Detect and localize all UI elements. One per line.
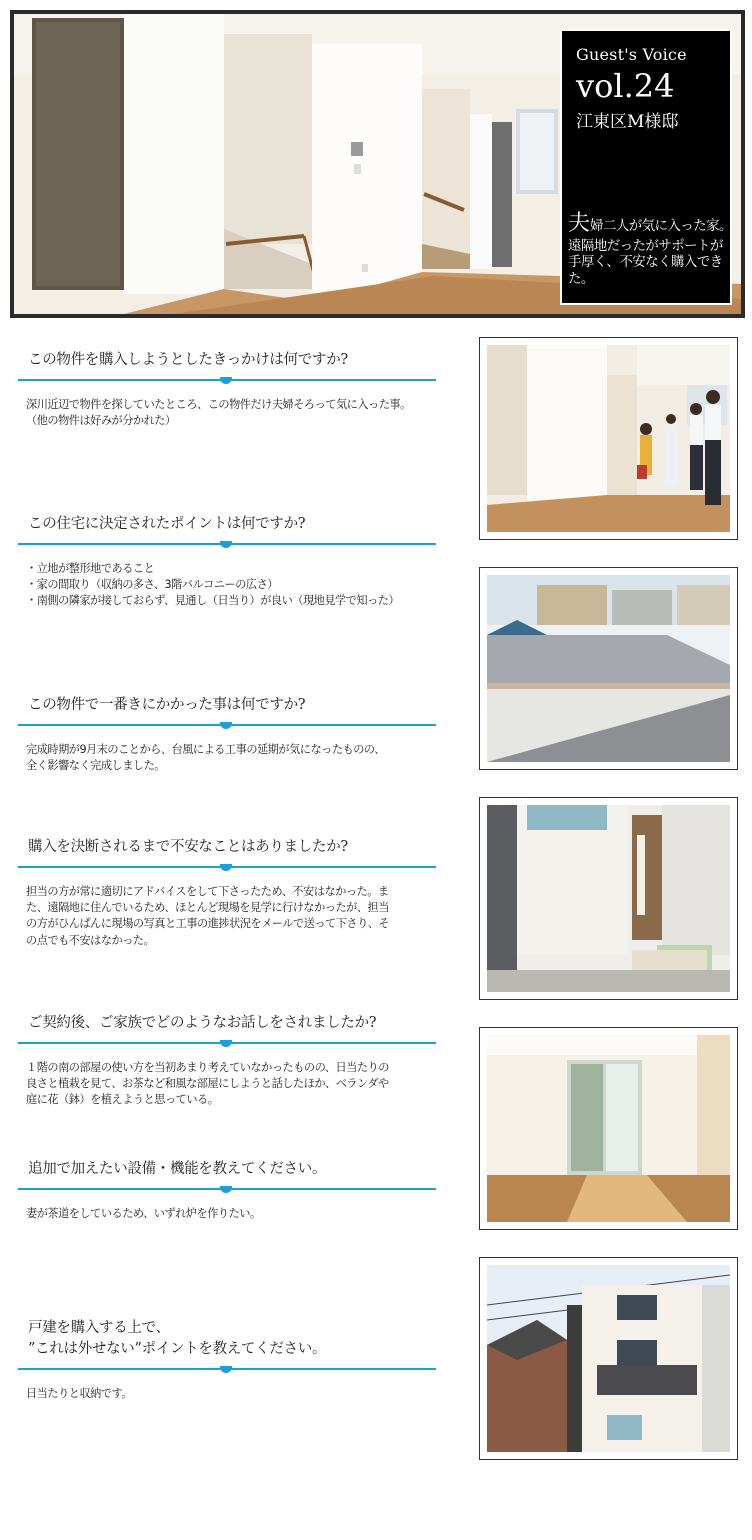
- guest-voice-label: Guest's Voice: [576, 45, 687, 64]
- exterior-image: [487, 1265, 730, 1452]
- question-title: 追加で加えたい設備・機能を教えてください。: [28, 1161, 327, 1177]
- divider-dot: [220, 1366, 232, 1373]
- interior-viewing-image: [487, 345, 730, 532]
- qa-item: [18, 1159, 438, 1222]
- answer-text: ・立地が整形地であること ・家の間取り（収納の多さ、3階バルコニーの広さ） ・南側の隣家が接しておらず、見通し（日当り）が良い（現地見学で知った）: [26, 562, 400, 608]
- qa-item: [18, 350, 438, 429]
- entrance-image: [487, 805, 730, 992]
- question-title: 戸建を購入する上で、 ”これは外せない”ポイントを教えてください。: [28, 1320, 327, 1358]
- divider-dot: [220, 722, 232, 729]
- answer-text: 日当たりと収納です。: [26, 1387, 132, 1401]
- catch-first-char: 夫: [568, 210, 591, 236]
- answer-text: １階の南の部屋の使い方を当初あまり考えていなかったものの、日当たりの 良さと植栽を見て、お茶など和風な部屋にしようと話したほか、ベランダや 庭に花（鉢）を植えようと思っている。: [26, 1061, 389, 1107]
- answer-text: 深川近辺で物件を探していたところ、この物件だけ夫婦そろって気に入った事。 （他の物件は好みが分かれた）: [26, 398, 411, 428]
- question-divider: [18, 866, 436, 868]
- balcony-image: [487, 575, 730, 762]
- question-divider: [18, 1188, 436, 1190]
- divider-dot: [220, 1186, 232, 1193]
- catch-copy: [568, 211, 734, 287]
- qa-item: [18, 1013, 438, 1109]
- sunny-room-image: [487, 1035, 730, 1222]
- catch-line-2: 遠隔地だったがサポートが: [568, 237, 723, 254]
- divider-dot: [220, 541, 232, 548]
- qa-item: [18, 514, 438, 610]
- customer-name: 江東区M様邸: [576, 111, 679, 132]
- divider-dot: [220, 864, 232, 871]
- qa-item: [18, 837, 438, 949]
- volume-number: vol.24: [576, 67, 675, 105]
- catch-line-1: 婦二人が気に入った家。: [590, 217, 732, 234]
- question-title: この物件を購入しようとしたきっかけは何ですか?: [28, 352, 348, 368]
- photo-entrance: [479, 797, 738, 1000]
- question-title: ご契約後、ご家族でどのようなお話しをされましたか?: [28, 1015, 377, 1031]
- question-divider: [18, 724, 436, 726]
- divider-dot: [220, 1040, 232, 1047]
- question-divider: [18, 379, 436, 381]
- answer-text: 妻が茶道をしているため、いずれ炉を作りたい。: [26, 1207, 261, 1221]
- qa-item: [18, 1318, 438, 1402]
- question-divider: [18, 1042, 436, 1044]
- question-divider: [18, 1368, 436, 1370]
- hero-banner: [10, 10, 745, 318]
- answer-text: 完成時期が9月末のことから、台風による工事の延期が気になったものの、 全く影響なく完成しました。: [26, 743, 385, 773]
- question-divider: [18, 543, 436, 545]
- answer-text: 担当の方が常に適切にアドバイスをして下さったため、不安はなかった。ま た、遠隔地に住んでいるため、ほとんど現場を見学に行けなかったが、担当 の方がひんぱんに現場の写真と工事の進捗状況をメールで送って下さり、そ の点でも不安はなかった。: [26, 885, 390, 947]
- divider-dot: [220, 377, 232, 384]
- photo-interior-viewing: [479, 337, 738, 540]
- question-title: 購入を決断されるまで不安なことはありましたか?: [28, 839, 348, 855]
- photo-sunny-room: [479, 1027, 738, 1230]
- catch-line-3: 手厚く、不安なく購入できた。: [568, 254, 723, 287]
- photo-exterior: [479, 1257, 738, 1460]
- photo-balcony: [479, 567, 738, 770]
- qa-item: [18, 695, 438, 774]
- question-title: この住宅に決定されたポイントは何ですか?: [28, 516, 306, 532]
- question-title: この物件で一番きにかかった事は何ですか?: [28, 697, 306, 713]
- guest-voice-box: [560, 29, 732, 305]
